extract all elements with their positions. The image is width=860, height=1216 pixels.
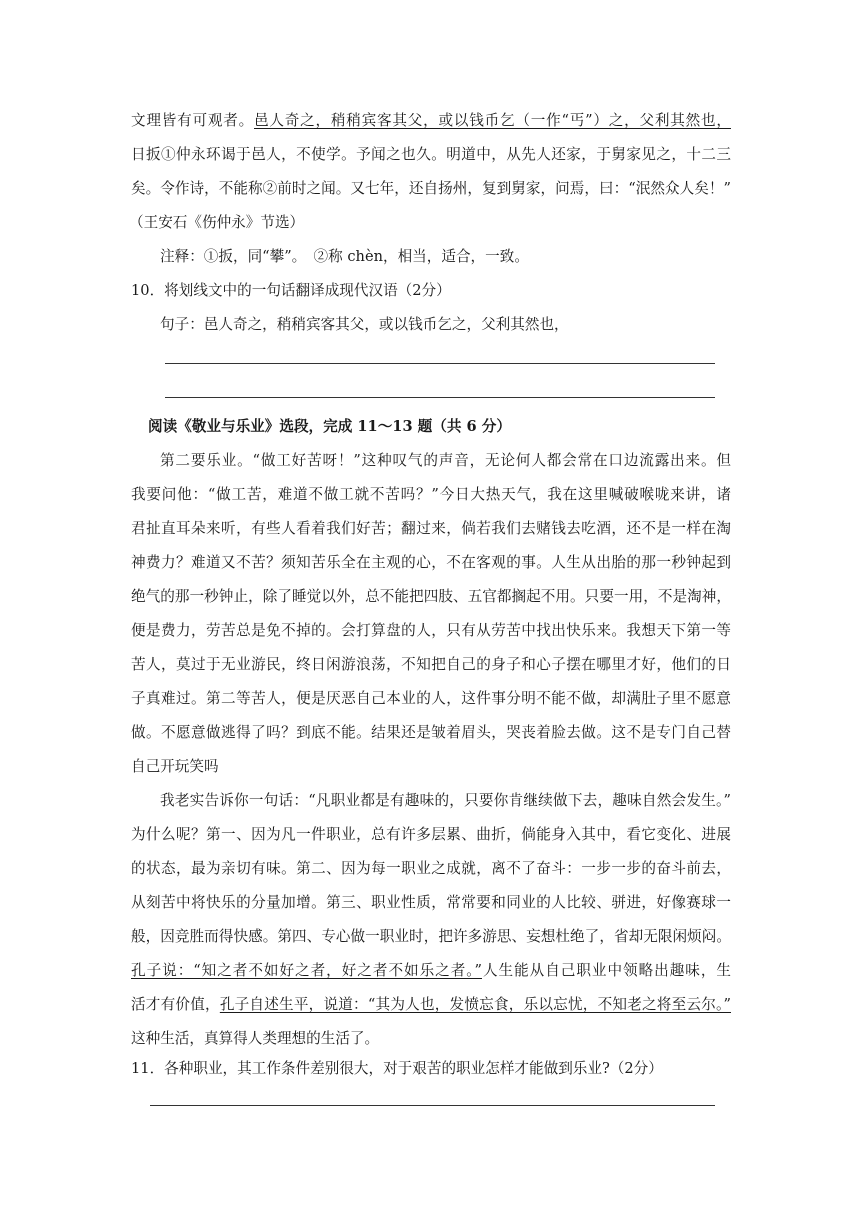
essay-line: 这种生活，真算得人类理想的生活了。: [131, 1030, 380, 1047]
essay-line-quote-1: [131, 961, 731, 981]
essay-line: 绝气的那一秒钟止，除了睡觉以外，总不能把四肢、五官都搁起不用。只要一用，不是淘神，: [131, 588, 731, 605]
essay-line: 便是费力，劳苦总是免不掉的。会打算盘的人，只有从劳苦中找出快乐来。我想天下第一等: [131, 622, 731, 639]
underlined-quote: 孔子自述生平，说道：“其为人也，发愤忘食，乐以忘忧，不知老之将至云尔。”: [219, 996, 731, 1013]
answer-line-1: [165, 363, 715, 364]
classical-line-3: 矣。令作诗，不能称②前时之闻。又七年，还自扬州，复到舅家，问焉，曰：“泯然众人矣！”: [131, 180, 731, 197]
underlined-sentence: 邑人奇之，稍稍宾客其父，或以钱币乞（一作“丐”）之，父利其然也，: [254, 112, 731, 129]
essay-line: 第二要乐业。“做工好苦呀！”这种叹气的声音，无论何人都会常在口边流露出来。但: [160, 452, 731, 469]
essay-line: 做。不愿意做逃得了吗？到底不能。结果还是皱着眉头，哭丧着脸去做。这不是专门自己替: [131, 724, 731, 741]
essay-line: 神费力？难道又不苦？须知苦乐全在主观的心，不在客观的事。人生从出胎的那一秒钟起到: [131, 554, 731, 571]
essay-line: 子真难过。第二等苦人，便是厌恶自己本业的人，这件事分明不能不做，却满肚子里不愿意: [131, 690, 731, 707]
essay-line: 君扯直耳朵来听，有些人看着我们好苦；翻过来，倘若我们去赌钱去吃酒，还不是一样在淘: [131, 520, 731, 537]
question-10: 10．将划线文中的一句话翻译成现代汉语（2分）: [131, 282, 451, 299]
essay-line: 我老实告诉你一句话：“凡职业都是有趣味的，只要你肯继续做下去，趣味自然会发生。”: [160, 792, 731, 809]
classical-line-2: 日扳①仲永环谒于邑人，不使学。予闻之也久。明道中，从先人还家，于舅家见之，十二三: [131, 146, 731, 163]
text-span: 文理皆有可观者。: [131, 112, 255, 129]
essay-line: 为什么呢？第一、因为凡一件职业，总有许多层累、曲折，倘能身入其中，看它变化、进展: [131, 826, 731, 843]
section-heading: 阅读《敬业与乐业》选段，完成 11～13 题（共 6 分）: [148, 418, 511, 435]
annotation-notes: 注释：①扳，同“攀”。 ②称 chèn，相当，适合，一致。: [160, 248, 529, 265]
source-citation: （王安石《伤仲永》节选）: [129, 214, 305, 231]
essay-line: 从刻苦中将快乐的分量加增。第三、职业性质，常常要和同业的人比较、骈进，好像赛球一: [131, 894, 731, 911]
question-10-sentence: 句子：邑人奇之，稍稍宾客其父，或以钱币乞之，父利其然也，: [160, 316, 569, 333]
essay-line: 苦人，莫过于无业游民，终日闲游浪荡，不知把自己的身子和心子摆在哪里才好，他们的日: [131, 656, 731, 673]
essay-line: 我要问他：“做工苦，难道不做工就不苦吗？”今日大热天气，我在这里喊破喉咙来讲，诸: [131, 486, 731, 503]
underlined-quote: 孔子说：“知之者不如好之者，好之者不如乐之者。”: [131, 962, 482, 979]
answer-line-2: [165, 397, 715, 398]
text-span: 人生能从自己职业中领略出趣味，生: [481, 962, 731, 979]
essay-line-quote-2: [131, 995, 731, 1015]
essay-line: 的状态，最为亲切有味。第二、因为每一职业之成就，离不了奋斗：一步一步的奋斗前去，: [131, 860, 731, 877]
text-span: 活才有价值，: [131, 996, 220, 1013]
classical-line-1: [131, 111, 731, 131]
answer-line-3: [150, 1105, 715, 1106]
essay-line: 自己开玩笑吗: [131, 758, 219, 775]
essay-line: 般，因竞胜而得快感。第四、专心做一职业时，把许多游思、妄想杜绝了，省却无限闲烦闷。: [131, 928, 731, 945]
question-11: 11．各种职业，其工作条件差别很大，对于艰苦的职业怎样才能做到乐业?（2分）: [131, 1060, 663, 1077]
